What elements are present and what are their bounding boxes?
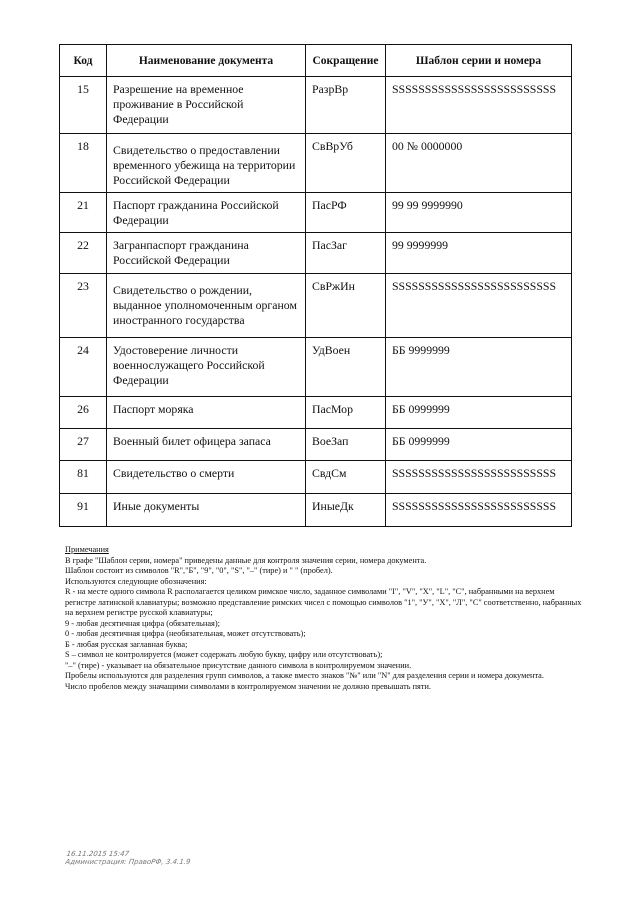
cell-code: 26 xyxy=(60,397,107,429)
cell-template: 99 99 9999990 xyxy=(386,193,572,233)
notes-line: "–" (тире) - указывает на обязательное присутствие данного символа в контролируемом значении. xyxy=(65,660,412,670)
cell-abbr: ПасРФ xyxy=(306,193,386,233)
cell-template: 99 9999999 xyxy=(386,233,572,274)
cell-code: 21 xyxy=(60,193,107,233)
table-row xyxy=(60,233,572,274)
cell-abbr: СвдСм xyxy=(306,461,386,494)
cell-name: Свидетельство о смерти xyxy=(107,461,306,494)
cell-name: Загранпаспорт гражданина Российской Федерации xyxy=(107,233,306,274)
header-abbr: Сокращение xyxy=(306,45,386,77)
cell-code: 81 xyxy=(60,461,107,494)
cell-code: 27 xyxy=(60,429,107,461)
notes-line: Б - любая русская заглавная буква; xyxy=(65,639,188,649)
table-row xyxy=(60,193,572,233)
cell-template: 00 № 0000000 xyxy=(386,134,572,193)
cell-template: ББ 0999999 xyxy=(386,429,572,461)
notes-line: 9 - любая десятичная цифра (обязательная); xyxy=(65,618,220,628)
notes-line: R - на месте одного символа R располагается целиком римское число, заданное символами "I", "V", "X", "L", "C", набранными на верхнем регистре латинской клавиатуры; возможно представление римских чисел с помощью символов "1", "У", "Х", "Л", "С" соответственно, набранных на верхнем регистре русской клавиатуры; xyxy=(65,587,582,617)
header-template: Шаблон серии и номера xyxy=(386,45,572,77)
table-row xyxy=(60,461,572,494)
cell-template: ББ 0999999 xyxy=(386,397,572,429)
cell-code: 91 xyxy=(60,494,107,527)
cell-abbr: РазрВр xyxy=(306,77,386,134)
footer-stamp xyxy=(65,850,192,866)
cell-abbr: ПасМор xyxy=(306,397,386,429)
cell-template: ББ 9999999 xyxy=(386,338,572,397)
cell-abbr: ИныеДк xyxy=(306,494,386,527)
cell-code: 23 xyxy=(60,274,107,338)
notes-line: Число пробелов между значащими символами в контролируемом значении не должно превышать пяти. xyxy=(65,681,431,691)
table-row xyxy=(60,429,572,461)
cell-abbr: ВоеЗап xyxy=(306,429,386,461)
cell-abbr: ПасЗаг xyxy=(306,233,386,274)
cell-abbr: УдВоен xyxy=(306,338,386,397)
cell-template: SSSSSSSSSSSSSSSSSSSSSSSSS xyxy=(386,274,572,338)
document-types-table xyxy=(59,44,572,527)
table-row xyxy=(60,338,572,397)
notes-section xyxy=(65,545,585,692)
cell-name: Разрешение на временное проживание в Российской Федерации xyxy=(107,77,306,134)
cell-name: Свидетельство о рождении, выданное уполномоченным органом иностранного государства xyxy=(107,274,306,338)
cell-code: 18 xyxy=(60,134,107,193)
cell-name: Свидетельство о предоставлении временного убежища на территории Российской Федерации xyxy=(107,134,306,193)
cell-code: 24 xyxy=(60,338,107,397)
cell-template: SSSSSSSSSSSSSSSSSSSSSSSSS xyxy=(386,77,572,134)
table-header-row xyxy=(60,45,572,77)
stamp-line-2: Администрация: ПравоРФ, 3.4.1.9 xyxy=(64,858,191,866)
cell-template: SSSSSSSSSSSSSSSSSSSSSSSSS xyxy=(386,461,572,494)
cell-code: 15 xyxy=(60,77,107,134)
header-name: Наименование документа xyxy=(107,45,306,77)
cell-abbr: СвВрУб xyxy=(306,134,386,193)
header-code: Код xyxy=(60,45,107,77)
notes-line: Пробелы используются для разделения групп символов, а также вместо знаков "№" или "N" для разделения серии и номера документа. xyxy=(65,671,544,680)
table-row xyxy=(60,134,572,193)
table-row xyxy=(60,494,572,527)
notes-line: S – символ не контролируется (может содержать любую букву, цифру или отсутствовать); xyxy=(65,650,383,659)
cell-name: Паспорт моряка xyxy=(107,397,306,429)
notes-line: Используются следующие обозначения: xyxy=(65,576,207,586)
table-row xyxy=(60,397,572,429)
table-row xyxy=(60,274,572,338)
cell-abbr: СвРжИн xyxy=(306,274,386,338)
cell-name: Иные документы xyxy=(107,494,306,527)
cell-code: 22 xyxy=(60,233,107,274)
notes-line: 0 - любая десятичная цифра (необязательная, может отсутствовать); xyxy=(65,629,306,638)
cell-name: Военный билет офицера запаса xyxy=(107,429,306,461)
table-row xyxy=(60,77,572,134)
cell-name: Удостоверение личности военнослужащего Российской Федерации xyxy=(107,338,306,397)
notes-line: Шаблон состоит из символов "R","Б", "9", "0", "S", "–" (тире) и " " (пробел). xyxy=(65,566,333,575)
notes-title: Примечания xyxy=(65,545,109,554)
cell-name: Паспорт гражданина Российской Федерации xyxy=(107,193,306,233)
notes-line: В графе "Шаблон серии, номера" приведены данные для контроля значения серии, номера документа. xyxy=(65,555,427,565)
cell-template: SSSSSSSSSSSSSSSSSSSSSSSSS xyxy=(386,494,572,527)
stamp-line-1: 16.11.2015 15:47 xyxy=(66,850,130,858)
